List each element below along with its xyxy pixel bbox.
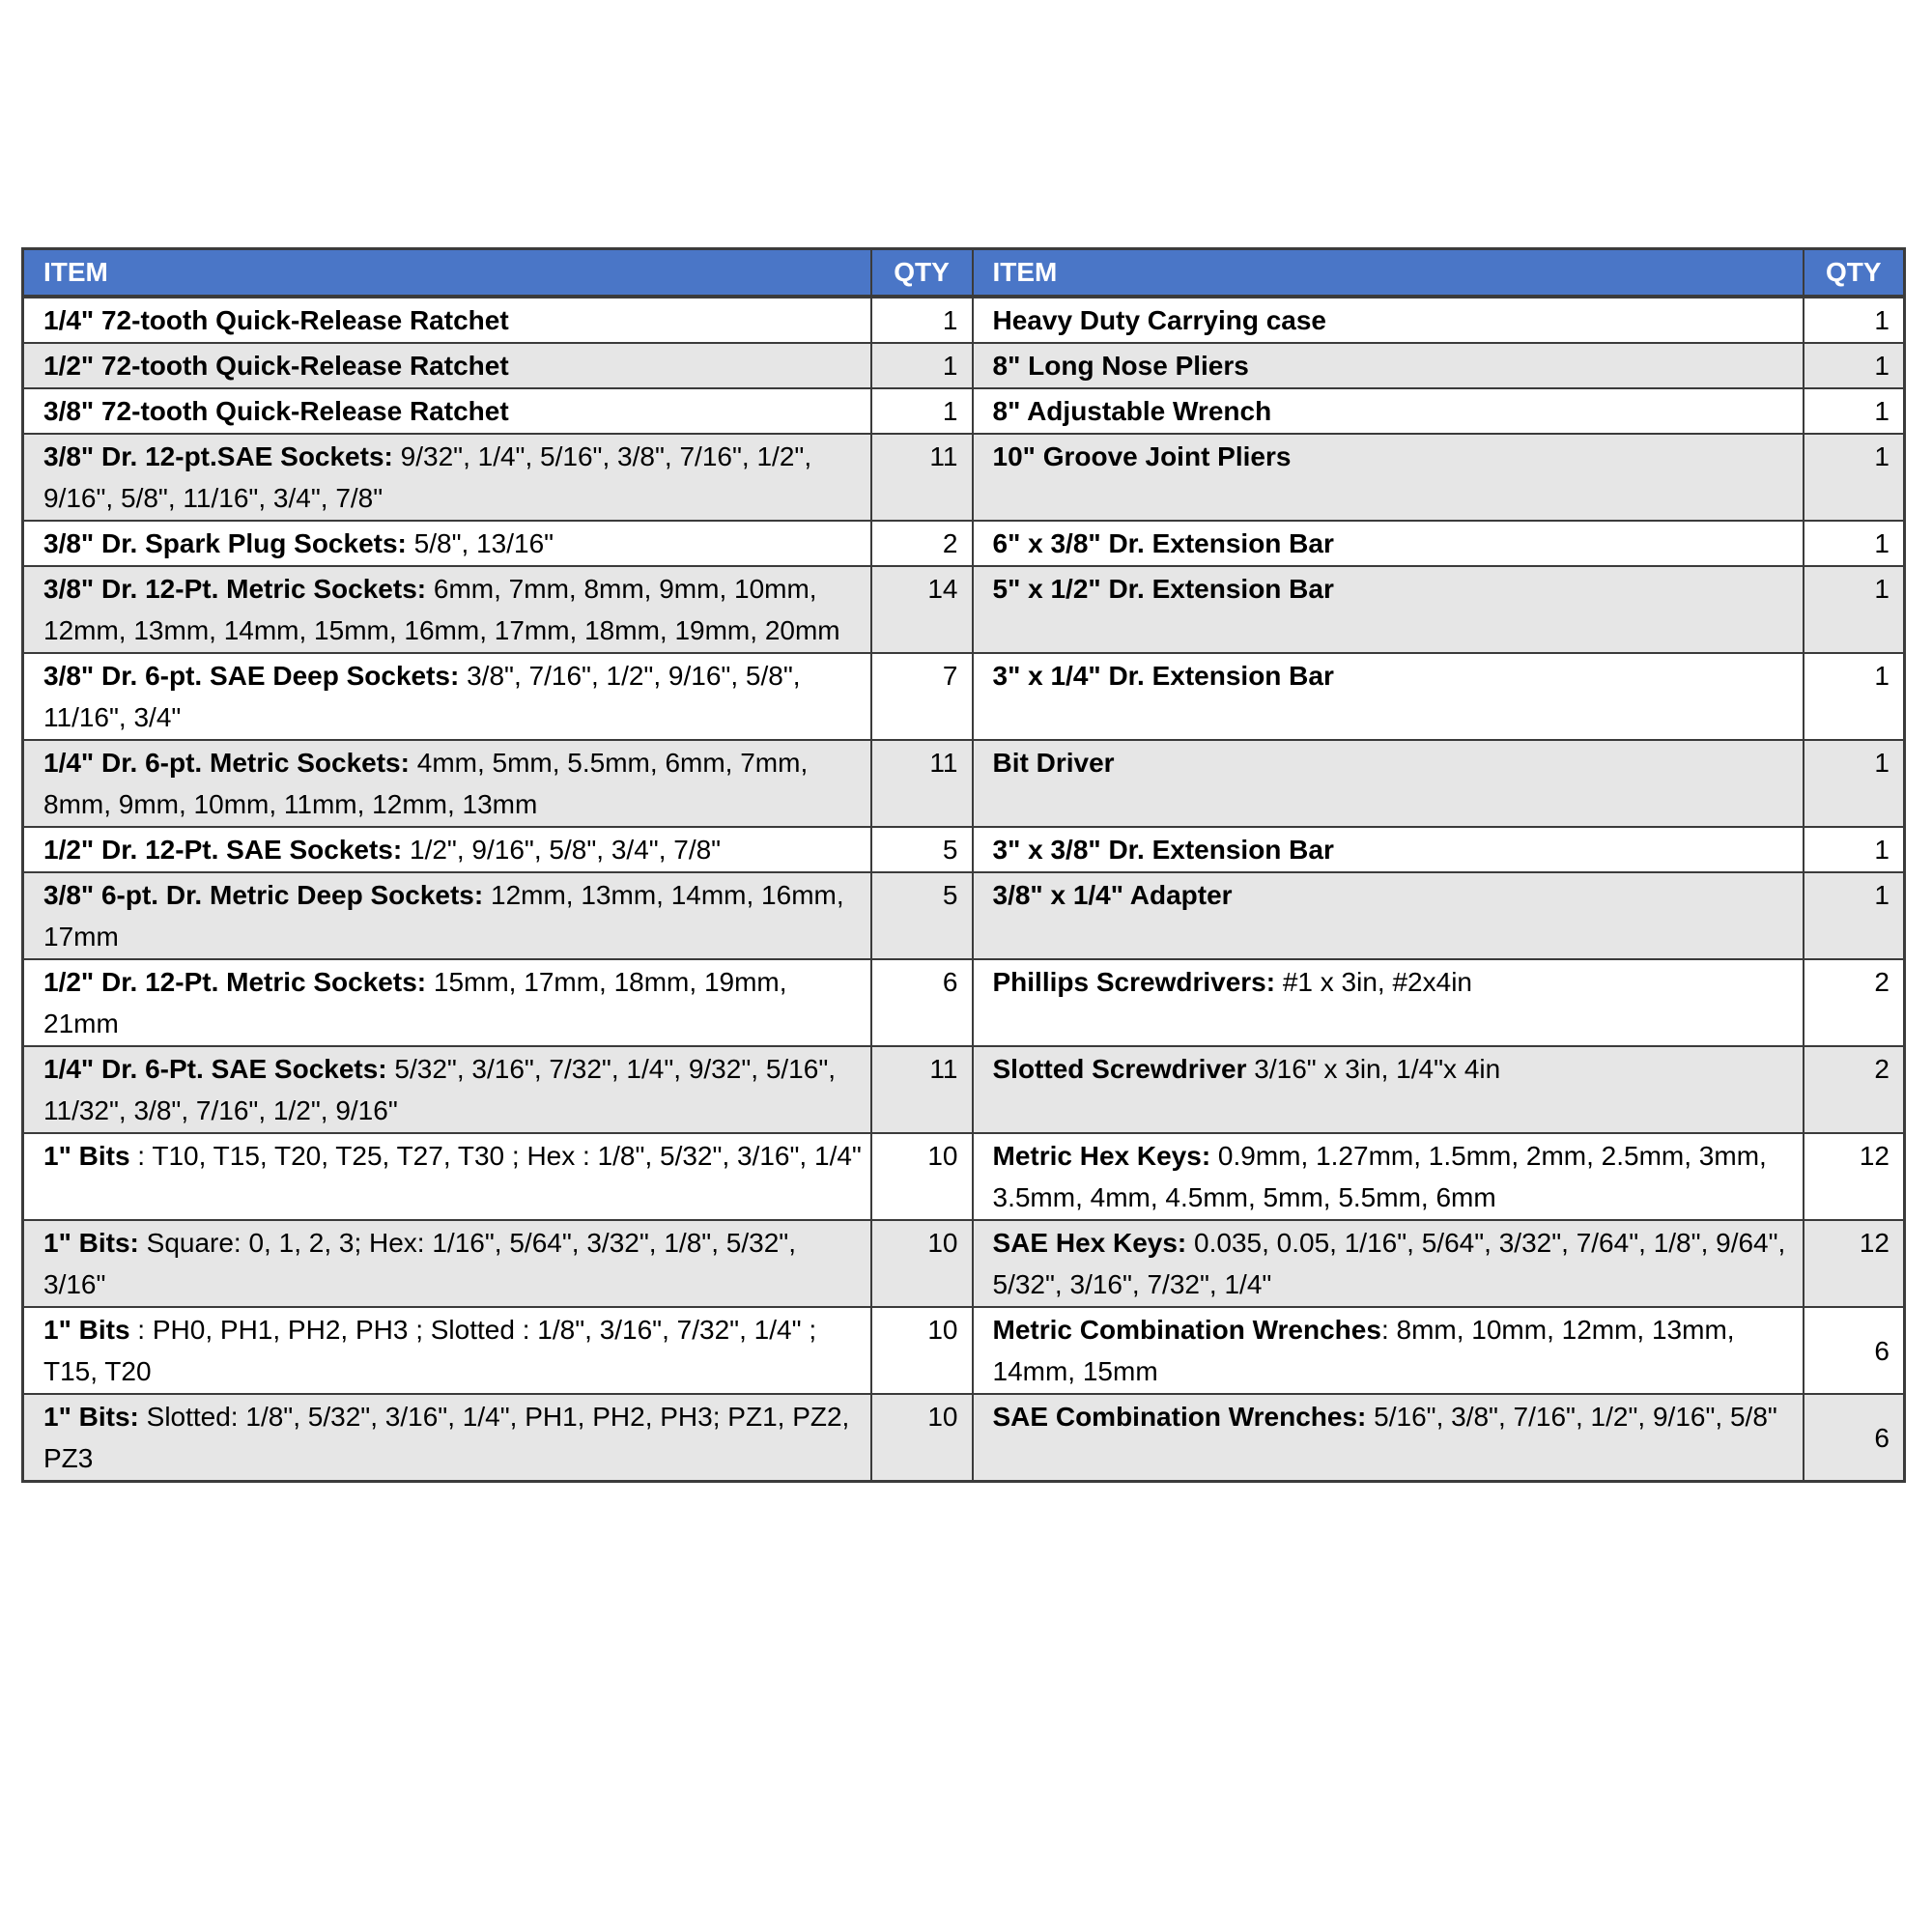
item-name: 3/8" 72-tooth Quick-Release Ratchet	[43, 396, 509, 426]
item-name: 1/4" 72-tooth Quick-Release Ratchet	[43, 305, 509, 335]
item-cell-left	[23, 434, 871, 521]
item-name: 3/8" x 1/4" Adapter	[992, 880, 1233, 910]
header-row	[23, 249, 1905, 298]
item-cell-left	[23, 521, 871, 566]
item-detail: 6mm, 7mm, 8mm, 9mm, 10mm, 12mm, 13mm, 14mm, 15mm, 16mm, 17mm, 18mm, 19mm, 20mm	[43, 574, 840, 645]
item-name: 3/8" Dr. 12-pt.SAE Sockets:	[43, 441, 393, 471]
item-detail: Slotted: 1/8", 5/32", 3/16", 1/4", PH1, PH2, PH3; PZ1, PZ2, PZ3	[43, 1402, 850, 1473]
item-name: 1" Bits:	[43, 1402, 139, 1432]
qty-cell-right: 12	[1804, 1133, 1905, 1220]
item-name: 8" Adjustable Wrench	[992, 396, 1272, 426]
table-row	[23, 434, 1905, 521]
item-cell-right	[973, 872, 1804, 959]
item-name: Metric Hex Keys:	[992, 1141, 1211, 1171]
item-detail: : PH0, PH1, PH2, PH3 ; Slotted : 1/8", 3/16", 7/32", 1/4" ; T15, T20	[43, 1315, 817, 1386]
item-cell-left	[23, 297, 871, 343]
item-name: 3/8" Dr. 12-Pt. Metric Sockets:	[43, 574, 427, 604]
item-detail: Square: 0, 1, 2, 3; Hex: 1/16", 5/64", 3/32", 1/8", 5/32", 3/16"	[43, 1228, 796, 1299]
item-cell-left	[23, 959, 871, 1046]
item-detail: : T10, T15, T20, T25, T27, T30 ; Hex : 1/8", 5/32", 3/16", 1/4"	[129, 1141, 862, 1171]
item-name: 1" Bits:	[43, 1228, 139, 1258]
qty-cell-right: 2	[1804, 959, 1905, 1046]
header-item-left: ITEM	[23, 249, 871, 298]
qty-cell-left: 1	[871, 297, 973, 343]
item-cell-right	[973, 521, 1804, 566]
item-name: 1/2" 72-tooth Quick-Release Ratchet	[43, 351, 509, 381]
item-name: 3/8" Dr. 6-pt. SAE Deep Sockets:	[43, 661, 460, 691]
table-header	[23, 249, 1905, 298]
item-cell-left	[23, 1307, 871, 1394]
item-cell-right	[973, 1394, 1804, 1482]
table-row	[23, 566, 1905, 653]
table-row	[23, 653, 1905, 740]
item-cell-right	[973, 1046, 1804, 1133]
table-body	[23, 297, 1905, 1482]
item-cell-right	[973, 740, 1804, 827]
item-name: SAE Combination Wrenches:	[992, 1402, 1367, 1432]
qty-cell-right: 1	[1804, 653, 1905, 740]
table-row	[23, 1307, 1905, 1394]
qty-cell-right: 6	[1804, 1307, 1905, 1394]
qty-cell-right: 1	[1804, 872, 1905, 959]
table-row	[23, 872, 1905, 959]
item-cell-left	[23, 1394, 871, 1482]
item-detail: 0.9mm, 1.27mm, 1.5mm, 2mm, 2.5mm, 3mm, 3.5mm, 4mm, 4.5mm, 5mm, 5.5mm, 6mm	[992, 1141, 1767, 1212]
table-row	[23, 1394, 1905, 1482]
item-cell-left	[23, 872, 871, 959]
qty-cell-left: 10	[871, 1220, 973, 1307]
item-name: Heavy Duty Carrying case	[992, 305, 1327, 335]
table-row	[23, 1133, 1905, 1220]
qty-cell-right: 1	[1804, 827, 1905, 872]
qty-cell-left: 11	[871, 740, 973, 827]
qty-cell-right: 12	[1804, 1220, 1905, 1307]
table-row	[23, 827, 1905, 872]
item-name: Phillips Screwdrivers:	[992, 967, 1276, 997]
qty-cell-right: 1	[1804, 566, 1905, 653]
qty-cell-right: 1	[1804, 343, 1905, 388]
item-cell-left	[23, 827, 871, 872]
item-detail: : 8mm, 10mm, 12mm, 13mm, 14mm, 15mm	[992, 1315, 1735, 1386]
item-name: 1/2" Dr. 12-Pt. Metric Sockets:	[43, 967, 427, 997]
header-item-right: ITEM	[973, 249, 1804, 298]
item-cell-right	[973, 653, 1804, 740]
item-detail: 1/2", 9/16", 5/8", 3/4", 7/8"	[402, 835, 722, 865]
item-cell-left	[23, 566, 871, 653]
item-detail: 5/8", 13/16"	[406, 528, 554, 558]
item-cell-right	[973, 297, 1804, 343]
table-row	[23, 343, 1905, 388]
item-name: 8" Long Nose Pliers	[992, 351, 1249, 381]
item-name: 3" x 1/4" Dr. Extension Bar	[992, 661, 1334, 691]
qty-cell-left: 5	[871, 872, 973, 959]
item-name: Metric Combination Wrenches	[992, 1315, 1381, 1345]
item-detail: 12mm, 13mm, 14mm, 16mm, 17mm	[43, 880, 844, 952]
qty-cell-left: 5	[871, 827, 973, 872]
item-cell-left	[23, 1220, 871, 1307]
item-detail: #1 x 3in, #2x4in	[1275, 967, 1472, 997]
item-name: 3" x 3/8" Dr. Extension Bar	[992, 835, 1334, 865]
item-cell-left	[23, 1046, 871, 1133]
item-name: 3/8" Dr. Spark Plug Sockets:	[43, 528, 407, 558]
item-name: 1" Bits	[43, 1141, 130, 1171]
qty-cell-left: 11	[871, 1046, 973, 1133]
qty-cell-left: 10	[871, 1307, 973, 1394]
item-cell-left	[23, 653, 871, 740]
item-name: Slotted Screwdriver	[992, 1054, 1247, 1084]
qty-cell-right: 6	[1804, 1394, 1905, 1482]
item-name: 3/8" 6-pt. Dr. Metric Deep Sockets:	[43, 880, 484, 910]
table-row	[23, 959, 1905, 1046]
qty-cell-left: 14	[871, 566, 973, 653]
item-cell-right	[973, 388, 1804, 434]
item-name: Bit Driver	[992, 748, 1115, 778]
item-detail: 3/8", 7/16", 1/2", 9/16", 5/8", 11/16", 3/4"	[43, 661, 801, 732]
item-detail: 5/32", 3/16", 7/32", 1/4", 9/32", 5/16", 11/32", 3/8", 7/16", 1/2", 9/16"	[43, 1054, 837, 1125]
item-name: 1/4" Dr. 6-Pt. SAE Sockets:	[43, 1054, 387, 1084]
qty-cell-left: 2	[871, 521, 973, 566]
qty-cell-right: 1	[1804, 297, 1905, 343]
item-name: 6" x 3/8" Dr. Extension Bar	[992, 528, 1334, 558]
qty-cell-left: 7	[871, 653, 973, 740]
item-detail: 0.035, 0.05, 1/16", 5/64", 3/32", 7/64", 1/8", 9/64", 5/32", 3/16", 7/32", 1/4"	[992, 1228, 1786, 1299]
item-cell-right	[973, 566, 1804, 653]
item-detail: 15mm, 17mm, 18mm, 19mm, 21mm	[43, 967, 787, 1038]
qty-cell-left: 6	[871, 959, 973, 1046]
table-row	[23, 521, 1905, 566]
qty-cell-right: 1	[1804, 434, 1905, 521]
item-cell-right	[973, 1220, 1804, 1307]
item-detail: 4mm, 5mm, 5.5mm, 6mm, 7mm, 8mm, 9mm, 10mm, 11mm, 12mm, 13mm	[43, 748, 809, 819]
item-cell-left	[23, 388, 871, 434]
item-name: 1" Bits	[43, 1315, 130, 1345]
item-cell-right	[973, 1307, 1804, 1394]
item-name: 1/4" Dr. 6-pt. Metric Sockets:	[43, 748, 410, 778]
item-detail: 3/16" x 3in, 1/4"x 4in	[1246, 1054, 1501, 1084]
tool-inventory-table	[21, 247, 1906, 1483]
item-cell-right	[973, 959, 1804, 1046]
table-row	[23, 388, 1905, 434]
item-cell-left	[23, 740, 871, 827]
qty-cell-left: 11	[871, 434, 973, 521]
header-qty-left: QTY	[871, 249, 973, 298]
item-cell-right	[973, 343, 1804, 388]
item-detail: 5/16", 3/8", 7/16", 1/2", 9/16", 5/8"	[1366, 1402, 1777, 1432]
item-detail: 9/32", 1/4", 5/16", 3/8", 7/16", 1/2", 9/16", 5/8", 11/16", 3/4", 7/8"	[43, 441, 812, 513]
qty-cell-right: 1	[1804, 388, 1905, 434]
table-row	[23, 297, 1905, 343]
qty-cell-right: 1	[1804, 521, 1905, 566]
qty-cell-left: 10	[871, 1133, 973, 1220]
qty-cell-right: 2	[1804, 1046, 1905, 1133]
item-cell-right	[973, 434, 1804, 521]
header-qty-right: QTY	[1804, 249, 1905, 298]
qty-cell-left: 10	[871, 1394, 973, 1482]
item-cell-right	[973, 827, 1804, 872]
item-name: 1/2" Dr. 12-Pt. SAE Sockets:	[43, 835, 403, 865]
item-name: SAE Hex Keys:	[992, 1228, 1187, 1258]
qty-cell-left: 1	[871, 343, 973, 388]
item-cell-right	[973, 1133, 1804, 1220]
table-row	[23, 740, 1905, 827]
qty-cell-left: 1	[871, 388, 973, 434]
table-row	[23, 1220, 1905, 1307]
item-cell-left	[23, 1133, 871, 1220]
item-cell-left	[23, 343, 871, 388]
item-name: 10" Groove Joint Pliers	[992, 441, 1292, 471]
item-name: 5" x 1/2" Dr. Extension Bar	[992, 574, 1334, 604]
qty-cell-right: 1	[1804, 740, 1905, 827]
table-row	[23, 1046, 1905, 1133]
